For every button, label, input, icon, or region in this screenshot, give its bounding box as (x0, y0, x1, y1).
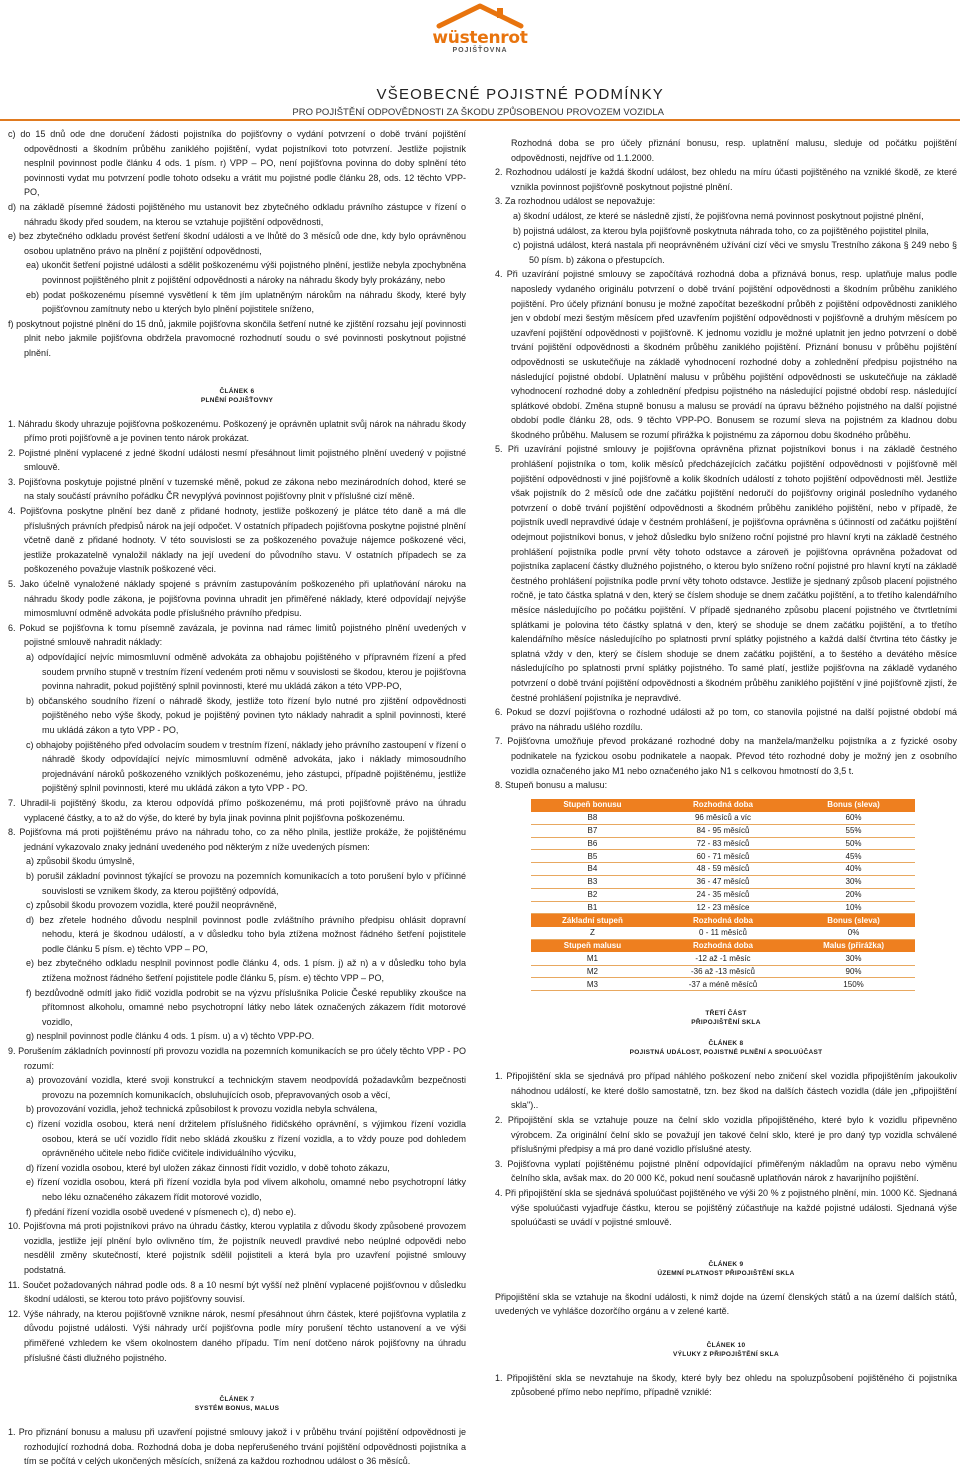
table-row (531, 901, 915, 914)
paragraph: a) způsobil škodu úmyslně, (26, 856, 135, 867)
paragraph: 9. Porušením základních povinností při provozu vozidla na pozemních komunikacích se pro účely těchto VPP - PO rozumí: (8, 1046, 466, 1071)
table-cell: B4 (531, 863, 654, 876)
section-heading (8, 387, 466, 405)
table-cell: M3 (531, 978, 654, 991)
table-row (531, 888, 915, 901)
section-title: POJISTNÁ UDÁLOST, POJISTNÉ PLNĚNÍ A SPOLUÚČAST (629, 1049, 823, 1057)
table-row (531, 927, 915, 940)
paragraph: 4. Při uzavírání pojistné smlouvy se započítává rozhodná doba a přiznává bonus, resp. uplatňuje malus podle naposledy vydaného originálu potvrzení o době trvání pojištění odpovědnosti a škodním průběhu zaniklého pojištění. Pro účely přiznání bonusu je možné započítat bezeškodní průběh z pojištění odpovědnosti zaniklého jen v období mezi šestým měsícem před uzavřením pojištění odpovědnosti v pojišťovně a druhým měsícem po uzavření pojištění odpovědnosti v pojišťovně. K jednomu vozidlu je možné uplatnit jen jedno potvrzení o době trvání pojištění odpovědnosti a škodném průběhu zaniklého pojištění. Přiznání bonusu v průběhu pojištění odpovědnosti se uskutečňuje na základě vyhodnocení rozhodné doby a zohlednění předpisu pojistného na následující pojistné období. Uplatnění malusu v průběhu pojištění odpovědnosti se uskutečňuje na základě vyhodnocení rozhodné doby a zohlednění předpisu pojistného na následující pojistné období resp. následující splátkové období. Změna stupně bonusu a malusu se provádí na úpravu běžného pojistného na další pojistné období podle článku 28, ods. 9 těchto VPP-PO. Bonusem se rozumí sleva na pojistném za kladnou dobu škodného průběhu. Malusem se rozumí přirážka k pojistnému za zápornou dobu škodného průběhu. (495, 269, 957, 440)
table-cell: 20% (792, 888, 915, 901)
document-title: VŠEOBECNÉ POJISTNÉ PODMÍNKY (376, 86, 664, 103)
paragraph: b) občanského soudního řízení o náhradě škody, jestliže toto řízení bylo nutné pro zjištění odpovědnosti pojištěného nebo výše škody, pokud je pojištěný povinen tyto náklady nahradit a splnil povinnosti, které mu ukládá zákon a tyto VPP - PO, (26, 695, 466, 735)
table-cell: B7 (531, 824, 654, 837)
table-cell: M1 (531, 952, 654, 965)
table-row (531, 812, 915, 825)
table-header-cell: Bonus (sleva) (792, 799, 915, 812)
paragraph: 4. Pojišťovna poskytne plnění bez daně z přidané hodnoty, jestliže poškozený je plátce této daně a má dle příslušných právních předpisů nárok na její odpočet. V ostatních případech pojišťovna poskytne pojistné plnění včetně daně z přidané hodnoty. V této souvislosti se za poškozeného považuje nájemce poškozené věci, jestliže prokazatelně vynaložil náklady na její uvedení do původního stavu. V ostatních případech se za poškozeného považuje vlastník poškozené věci. (8, 506, 466, 575)
section-heading (8, 1395, 466, 1413)
table-cell: B1 (531, 901, 654, 914)
table-cell: B5 (531, 850, 654, 863)
table-cell: -37 a méně měsíců (654, 978, 792, 991)
section-title: ÚZEMNÍ PLATNOST PŘIPOJIŠTĚNÍ SKLA (657, 1269, 795, 1277)
section-number: ČLÁNEK 6 (219, 387, 255, 395)
logo-wordmark: wüstenrot (432, 28, 528, 48)
table-cell: 45% (792, 850, 915, 863)
section-heading (495, 1341, 957, 1359)
table-header-row (531, 799, 915, 812)
section-title: PLNĚNÍ POJIŠŤOVNY (200, 396, 274, 404)
table-cell: 84 - 95 měsíců (654, 824, 792, 837)
paragraph: f) předání řízení vozidla osobě uvedené v písmenech c), d) nebo e). (26, 1206, 297, 1217)
table-cell: 150% (792, 978, 915, 991)
table-row (531, 876, 915, 889)
paragraph: b) pojistná událost, za kterou byla pojišťovně poskytnuta náhrada toho, co za pojištěného pojistitel plnila, (513, 225, 929, 236)
table-header-cell: Malus (přirážka) (792, 939, 915, 952)
paragraph: 5. Jako účelně vynaložené náklady spojené s právním zastupováním poškozeného při uplatňování nároku na náhradu škody podle zákona, je pojišťovna povinna uhradit jen přiměřené náklady, které odpovídají nejvýše mimosmluvní odměně advokáta podle příslušného právního předpisu. (8, 579, 466, 619)
table-cell: 72 - 83 měsíců (654, 837, 792, 850)
paragraph: 1. Připojištění skla se sjednává pro případ náhlého poškození nebo zničení skel vozidla připojištěním jakoukoliv náhodnou událostí, ke které došlo samostatně, tzn. bez škod na dalších částech vozidla (dále jen „připojištění skla").. (495, 1071, 957, 1111)
right-column (495, 136, 957, 1448)
table-cell: 90% (792, 965, 915, 978)
table-header-cell: Bonus (sleva) (792, 914, 915, 927)
paragraph: g) nesplnil povinnost podle článku 4 ods. 1 písm. u) a v) těchto VPP-PO. (26, 1031, 315, 1042)
header-divider (0, 119, 960, 121)
table-cell: 60% (792, 812, 915, 825)
table-row (531, 850, 915, 863)
table-row (531, 824, 915, 837)
paragraph: Připojištění skla se vztahuje na škodní události, k nimž dojde na území členských států a na území dalších států, uvedených ve vyhlášce dozorčího orgánu a v zelené kartě. (495, 1291, 957, 1317)
paragraph: 2. Rozhodnou událostí je každá škodní událost, bez ohledu na míru účasti pojištěného na vzniklé škodě, ze které vznikla povinnost pojišťovně poskytnout pojistné plnění. (495, 167, 957, 192)
bonus-malus-table (531, 799, 915, 991)
paragraph: a) provozování vozidla, které svoji konstrukcí a technickým stavem neodpovídá požadavkům bezpečnosti provozu na pozemních komunikacích, obsluhujících osob, přepravovaných osob a věcí, (26, 1075, 466, 1100)
section-number: ČLÁNEK 9 (708, 1260, 744, 1268)
paragraph: 2. Pojistné plnění vyplacené z jedné škodní události nesmí přesáhnout limit pojistného plnění uvedený v pojistné smlouvě. (8, 447, 466, 473)
paragraph: b) provozování vozidla, jehož technická způsobilost k provozu vozidla nebyla schválena, (26, 1104, 378, 1115)
paragraph: 6. Pokud se dozví pojišťovna o rozhodné události až po tom, co stanovila pojistné na další pojistné období má právo na náhradu ušlého rozdílu. (495, 707, 957, 732)
table-cell: 40% (792, 863, 915, 876)
paragraph: e) bez zbytečného odkladu nesplnil povinnost podle článku 4, ods. 1 písm. j) až n) a v důsledku toho byla ztížena možnost řádného šetření pojistitele podle článku 5, písm. e) těchto VPP – PO, (26, 958, 466, 984)
table-cell: 30% (792, 876, 915, 889)
paragraph: eb) podat poškozenému písemné vysvětlení k těm jím uplatněným nárokům na náhradu škody, které byly pojišťovnou zamítnuty nebo u kterých bylo plnění pojistitele sníženo, (26, 289, 466, 315)
table-cell: -12 až -1 měsíc (654, 952, 792, 965)
table-cell: 10% (792, 901, 915, 914)
table-cell: 96 měsíců a víc (654, 812, 792, 825)
document-subtitle: PRO POJIŠTĚNÍ ODPOVĚDNOSTI ZA ŠKODU ZPŮSOBENOU PROVOZEM VOZIDLA (292, 107, 664, 118)
table-cell: B3 (531, 876, 654, 889)
table-cell: 0 - 11 měsíců (654, 927, 792, 940)
paragraph: c) způsobil škodu provozem vozidla, které použil neoprávněně, (26, 900, 277, 911)
paragraph: ea) ukončit šetření pojistné události a sdělit poškozenému výši pojistného plnění, jestliže nebyla zpochybněna povinnost pojištěného plnit z pojištění odpovědnosti a nároky na náhradu škody byly prokázány, nebo (26, 260, 466, 285)
section-heading (495, 1039, 957, 1057)
table-row (531, 863, 915, 876)
paragraph: c) do 15 dnů ode dne doručení žádosti pojistníka do pojišťovny o vydání potvrzení o době trvání pojištění odpovědnosti a škodním průběhu zaniklého pojištění, vydat pojistníkovi toto potvrzení. Jestliže pojistník nesplnil povinnost podle článku 4 ods. 1 písm. r) VPP – PO, není pojišťovna povinna do doby splnění této povinnosti vydat mu potvrzení podle tohoto odseku a vrátit mu pojistné podle článku 28, ods. 12 těchto VPP-PO, (8, 129, 466, 198)
paragraph: 6. Pokud se pojišťovna k tomu písemně zavázala, je povinna nad rámec limitů pojistného plnění uvedených v pojistné smlouvě nahradit náklady: (8, 622, 466, 648)
table-cell: -36 až -13 měsíců (654, 965, 792, 978)
part-title: PŘIPOJIŠTĚNÍ SKLA (691, 1019, 761, 1027)
paragraph: 8. Pojišťovna má proti pojištěnému právo na náhradu toho, co za něho plnila, jestliže prokáže, že pojištěnému jednání vykazovalo znaky jednání uvedeného pod některým z níže uvedených písmen: (8, 827, 466, 852)
table-header-cell: Rozhodná doba (654, 939, 792, 952)
table-cell: 36 - 47 měsíců (654, 876, 792, 889)
paragraph: b) porušil základní povinnost týkající se provozu na pozemních komunikacích a toto porušení bylo v příčinné souvislosti se vznikem škody, za kterou pojištěný odpovídá, (26, 870, 466, 896)
table-header-cell: Základní stupeň (531, 914, 654, 927)
section-number: ČLÁNEK 7 (219, 1396, 255, 1404)
table-cell: 60 - 71 měsíců (654, 850, 792, 863)
table-cell: 24 - 35 měsíců (654, 888, 792, 901)
paragraph: 1. Pro přiznání bonusu a malusu při uzavření pojistné smlouvy jakož i v průběhu trvání pojištění odpovědnosti je rozhodující rozhodná doba. Rozhodná doba je doba nepřerušeného trvání pojištění odpovědnosti pojistníka a tím se počítá v celých ukončených měsících, snížená za každou rozhodnou událost o 36 měsíců. (8, 1427, 466, 1467)
table-cell: 50% (792, 837, 915, 850)
paragraph: 7. Pojišťovna umožňuje převod prokázané rozhodné doby na manžela/manželku pojistníka a z fyzické osoby podnikatele na fyzickou osobu podnikatele a naopak. Převod této rozhodné doby je možný jen z osobního vozidla označeného jako M1 nebo označeného jako N1 s celkovou hmotností do 3,5 t. (495, 736, 957, 776)
paragraph: a) odpovídající nejvíc mimosmluvní odměně advokáta za obhajobu pojištěného v přípravném řízení a před soudem prvního stupně v trestním řízení vedeném proti němu v souvislosti se škodou, kterou je pojišťovna povinna nahradit, pokud pojištěný splnil povinnosti, které mu ukládá zákon a této VPP-PO, (26, 652, 466, 692)
paragraph: f) bezdůvodně odmítl jako řidič vozidla podrobit se na výzvu příslušníka Policie České republiky zkoušce na přítomnost alkoholu, omamné nebo psychotropní látky nebo látek označených zákazem řídit motorové vozidlo, (26, 987, 466, 1027)
section-number: ČLÁNEK 8 (708, 1040, 744, 1048)
table-row (531, 952, 915, 965)
paragraph: d) bez zřetele hodného důvodu nesplnil povinnost podle zvláštního právního předpisu ohlásit dopravní nehodu, která je škodnou událostí, a v důsledku toho byla ztížena možnost řádného šetření pojistitele podle článku 5 písm. e) těchto VPP – PO, (26, 914, 466, 954)
paragraph: c) řízení vozidla osobou, která není držitelem příslušného řidičského oprávnění, s výjimkou řízení vozidla osobou, která se učí vozidlo řídit nebo skládá zkoušku z řízení vozidla, a to vždy pouze pod dohledem oprávněného učitele nebo řidiče cvičitele individuálního výcviku, (26, 1119, 466, 1159)
paragraph: c) obhajoby pojištěného před odvolacím soudem v trestním řízení, náklady jeho právního zastoupení v řízení o náhradě škody odpovídající nejvíc mimosmluvní odměně advokáta, jako i náklady mimosoudního projednávání nároků poškozeného vzniklých poškozenému, jeho zástupci, případně pojištěnému, jestliže pojištěný splnil povinnosti, které mu ukládá zákon a tyto VPP - PO. (26, 739, 466, 794)
table-row (531, 965, 915, 978)
section-title: VÝLUKY Z PŘIPOJIŠTĚNÍ SKLA (673, 1350, 779, 1358)
paragraph: a) škodní událost, ze které se následně zjistí, že pojišťovna nemá povinnost poskytnout pojistné plnění, (513, 210, 924, 221)
table-row (531, 837, 915, 850)
section-title: SYSTÉM BONUS, MALUS (194, 1405, 280, 1413)
section-heading (495, 1009, 957, 1027)
table-cell: 0% (792, 927, 915, 940)
paragraph: e) bez zbytečného odkladu provést šetření škodní události a ve lhůtě do 3 měsíců ode dne, kdy bylo oprávněnou osobou uplatněno právo na plnění z pojištění odpovědnosti, (8, 231, 466, 256)
paragraph: Rozhodná doba se pro účely přiznání bonusu, resp. uplatnění malusu, sleduje od počátku pojištění odpovědnosti, nejdříve od 1.1.2000. (511, 138, 957, 163)
table-header-cell: Stupeň bonusu (531, 799, 654, 812)
paragraph: 1. Připojištění skla se nevztahuje na škody, které byly bez ohledu na spoluzpůsobení pojištěného či pojistníka způsobené přímo nebo nepřímo, případně vzniklé: (495, 1372, 957, 1398)
paragraph: 3. Pojišťovna vyplatí pojištěnému pojistné plnění odpovídající přiměřeným nákladům na opravu nebo výměnu čelního skla, avšak max. do 20 000 Kč, pokud není současně uplatňován nárok z havarijního pojištění. (495, 1158, 957, 1184)
table-cell: Z (531, 927, 654, 940)
table-header-row (531, 914, 915, 927)
table-cell: B6 (531, 837, 654, 850)
part-number: TŘETÍ ČÁST (705, 1010, 747, 1018)
paragraph: 2. Připojištění skla se vztahuje pouze na čelní sklo vozidla připojištěného, které bylo k vozidlu připevněno výrobcem. Za originální čelní sklo se považují jen takové čelní sklo, které je pro daný typ vozidla schválené příslušnými předpisy a má pro dané vozidlo příslušné atesty. (495, 1114, 957, 1155)
table-cell: B8 (531, 812, 654, 825)
paragraph: d) řízení vozidla osobou, které byl uložen zákaz činnosti řídit vozidlo, v době tohoto zákazu, (26, 1162, 390, 1173)
table-cell: 12 - 23 měsíce (654, 901, 792, 914)
paragraph: 11. Součet požadovaných náhrad podle ods. 8 a 10 nesmí být vyšší než plnění vyplacené pojišťovnou v důsledku škodní události, se kterou toto právo pojišťovny souvisí. (8, 1279, 466, 1305)
paragraph: 5. Při uzavírání pojistné smlouvy je pojišťovna oprávněna přiznat pojistníkovi bonus i na základě čestného prohlášení pojistníka o tom, kolik měsíců předcházejících začátku pojištění odpovědnosti v pojišťovně měl pojištění odpovědnosti v jiné pojišťovně a kolik škodních událostí z tohoto pojištění odpovědnosti měl. Jestliže však pojistník do 2 měsíců ode dne začátku pojištění nedoručí do pojišťovny originál posledního vydaného potvrzení o době trvání pojištění odpovědnosti a škodném průběhu zaniklého pojištění, nebo v případě, že pojistník uvedl nepravdivé údaje v čestném prohlášení, je pojišťovna oprávněna s účinností od začátku pojištění odejmout pojistníkovi bonus, v jehož důsledku bylo sníženo roční pojistné pro hlavní kryti na základě čestného prohlášení pojistníka podle první věty tohoto odstavce a zároveň je pojišťovna oprávněna požadovat od pojistníka zaplacení částky dlužného pojistného, o kterou bylo sníženo roční pojistné pro hlavní krytí na základě čestného prohlášení pojistníka podle první věty tohoto odstavce. Jestliže je sjednaný způsob placení pojistného ročně, je tato částka splatná v den, který se číslem shoduje se dnem začátku pojištění, a to třetího kalendářního měsíce následujícího po počátku pojištění. V případě sjednaného způsobu placení pojistného ve čtvrtletními splátkami je polovina této částky splatná v den, který se shoduje se dnem začátku pojištění, a to třetího kalendářního měsíce následujícího po splatnosti první splátky pojistného a každá další čtvrtina této částky je splatná vždy v den, který se číslem shoduje se dnem začátku pojištění, a to šestého a devátého měsíce následujícího po splatnosti první splátky pojistného. To samé platí, jestliže pojišťovna na základě vydaného potvrzení o době trvání pojištění odpovědnosti a škodném průběhu zaniklého pojištění v jiné pojišťovně zjistí, že čestné prohlášení pojistníka je nepravdivé. (495, 444, 957, 703)
table-cell: B2 (531, 888, 654, 901)
paragraph: 4. Při připojištění skla se sjednává spoluúčast pojištěného ve výši 20 % z pojistného plnění, min. 1000 Kč. Sjednaná výše spoluúčasti vyjadřuje částku, kterou se pojištěný zúčastňuje na každé pojistné události. Sjednaná výše spoluúčasti se uvádí v pojistné smlouvě. (495, 1187, 957, 1228)
paragraph: 12. Výše náhrady, na kterou pojišťovně vznikne nárok, nesmí přesáhnout úhrn částek, které pojišťovna vyplatila z důvodu pojistné události. Výši náhrady určí pojišťovna podle míry porušení těchto ustanovení a ve výši přiměřené vzhledem ke všem okolnostem daného případu. Tím není dotčeno nárok pojišťovny na úhradu příslušné části dlužného pojistného. (8, 1308, 466, 1363)
left-column (8, 127, 466, 1467)
logo-subtitle: POJIŠŤOVNA (452, 47, 508, 54)
table-header-row (531, 939, 915, 952)
table-cell: 55% (792, 824, 915, 837)
paragraph: 3. Za rozhodnou událost se nepovažuje: (495, 196, 656, 207)
paragraph: 7. Uhradil-li pojištěný škodu, za kterou odpovídá přímo poškozenému, má proti pojišťovně právo na úhradu vyplacené částky, a to až do výše, do které by byla jinak povinna plnit pojišťovna poškozenému. (8, 797, 466, 823)
paragraph: d) na základě písemné žádosti pojištěného mu ustanovit bez zbytečného odkladu právního zástupce v řízení o náhradu škody před soudem, na kterou se vztahuje pojištění odpovědnosti, (8, 201, 466, 227)
table-header-cell: Rozhodná doba (654, 914, 792, 927)
table-header-cell: Stupeň malusu (531, 939, 654, 952)
table-cell: 48 - 59 měsíců (654, 863, 792, 876)
section-heading (495, 1260, 957, 1278)
paragraph: 10. Pojišťovna má proti pojistníkovi právo na úhradu částky, kterou vyplatila z důvodu škody způsobené provozem vozidla, jestliže její plnění bylo ovlivněno tím, že pojistník neuvedl pravdivé nebo neúplné odpovědi nebo nesdělil změny skutečností, které pojistník sdělil pojistiteli a která byla pro uzavření pojistné smlouvy podstatná. (8, 1221, 466, 1275)
paragraph: 3. Pojišťovna poskytuje pojistné plnění v tuzemské měně, pokud ze zákona nebo mezinárodních dohod, které se na staly součástí právního pořádku ČR nevyplývá povinnost pojišťovny plnit v příslušné cizí měně. (8, 476, 466, 502)
table-cell: M2 (531, 965, 654, 978)
table-row (531, 978, 915, 991)
paragraph: c) pojistná událost, která nastala při neoprávněném užívání cizí věci ve smyslu Trestního zákona § 249 nebo § 50 písm. b) zákona o přestupcích. (513, 240, 957, 265)
paragraph: f) poskytnout pojistné plnění do 15 dnů, jakmile pojišťovna skončila šetření nutné ke zjištění rozsahu její povinnosti plnit nebo jakmile pojišťovna obdržela pravomocné rozhodnutí soudu o své povinnosti poskytnout pojistné plnění. (8, 318, 466, 358)
paragraph: 1. Náhradu škody uhrazuje pojišťovna poškozenému. Poškozený je oprávněn uplatnit svůj nárok na náhradu škody přímo proti pojišťovně a je povinen tento nárok prokázat. (8, 418, 466, 444)
section-number: ČLÁNEK 10 (706, 1341, 746, 1349)
paragraph: 8. Stupeň bonusu a malusu: (495, 780, 608, 791)
table-header-cell: Rozhodná doba (654, 799, 792, 812)
table-cell: 30% (792, 952, 915, 965)
wustenrot-logo (425, 2, 535, 58)
paragraph: e) řízení vozidla osobou, která při řízení vozidla byla pod vlivem alkoholu, omamné nebo psychotropní látky nebo léku označeného zákazem řídit motorové vozidlo, (26, 1177, 466, 1202)
